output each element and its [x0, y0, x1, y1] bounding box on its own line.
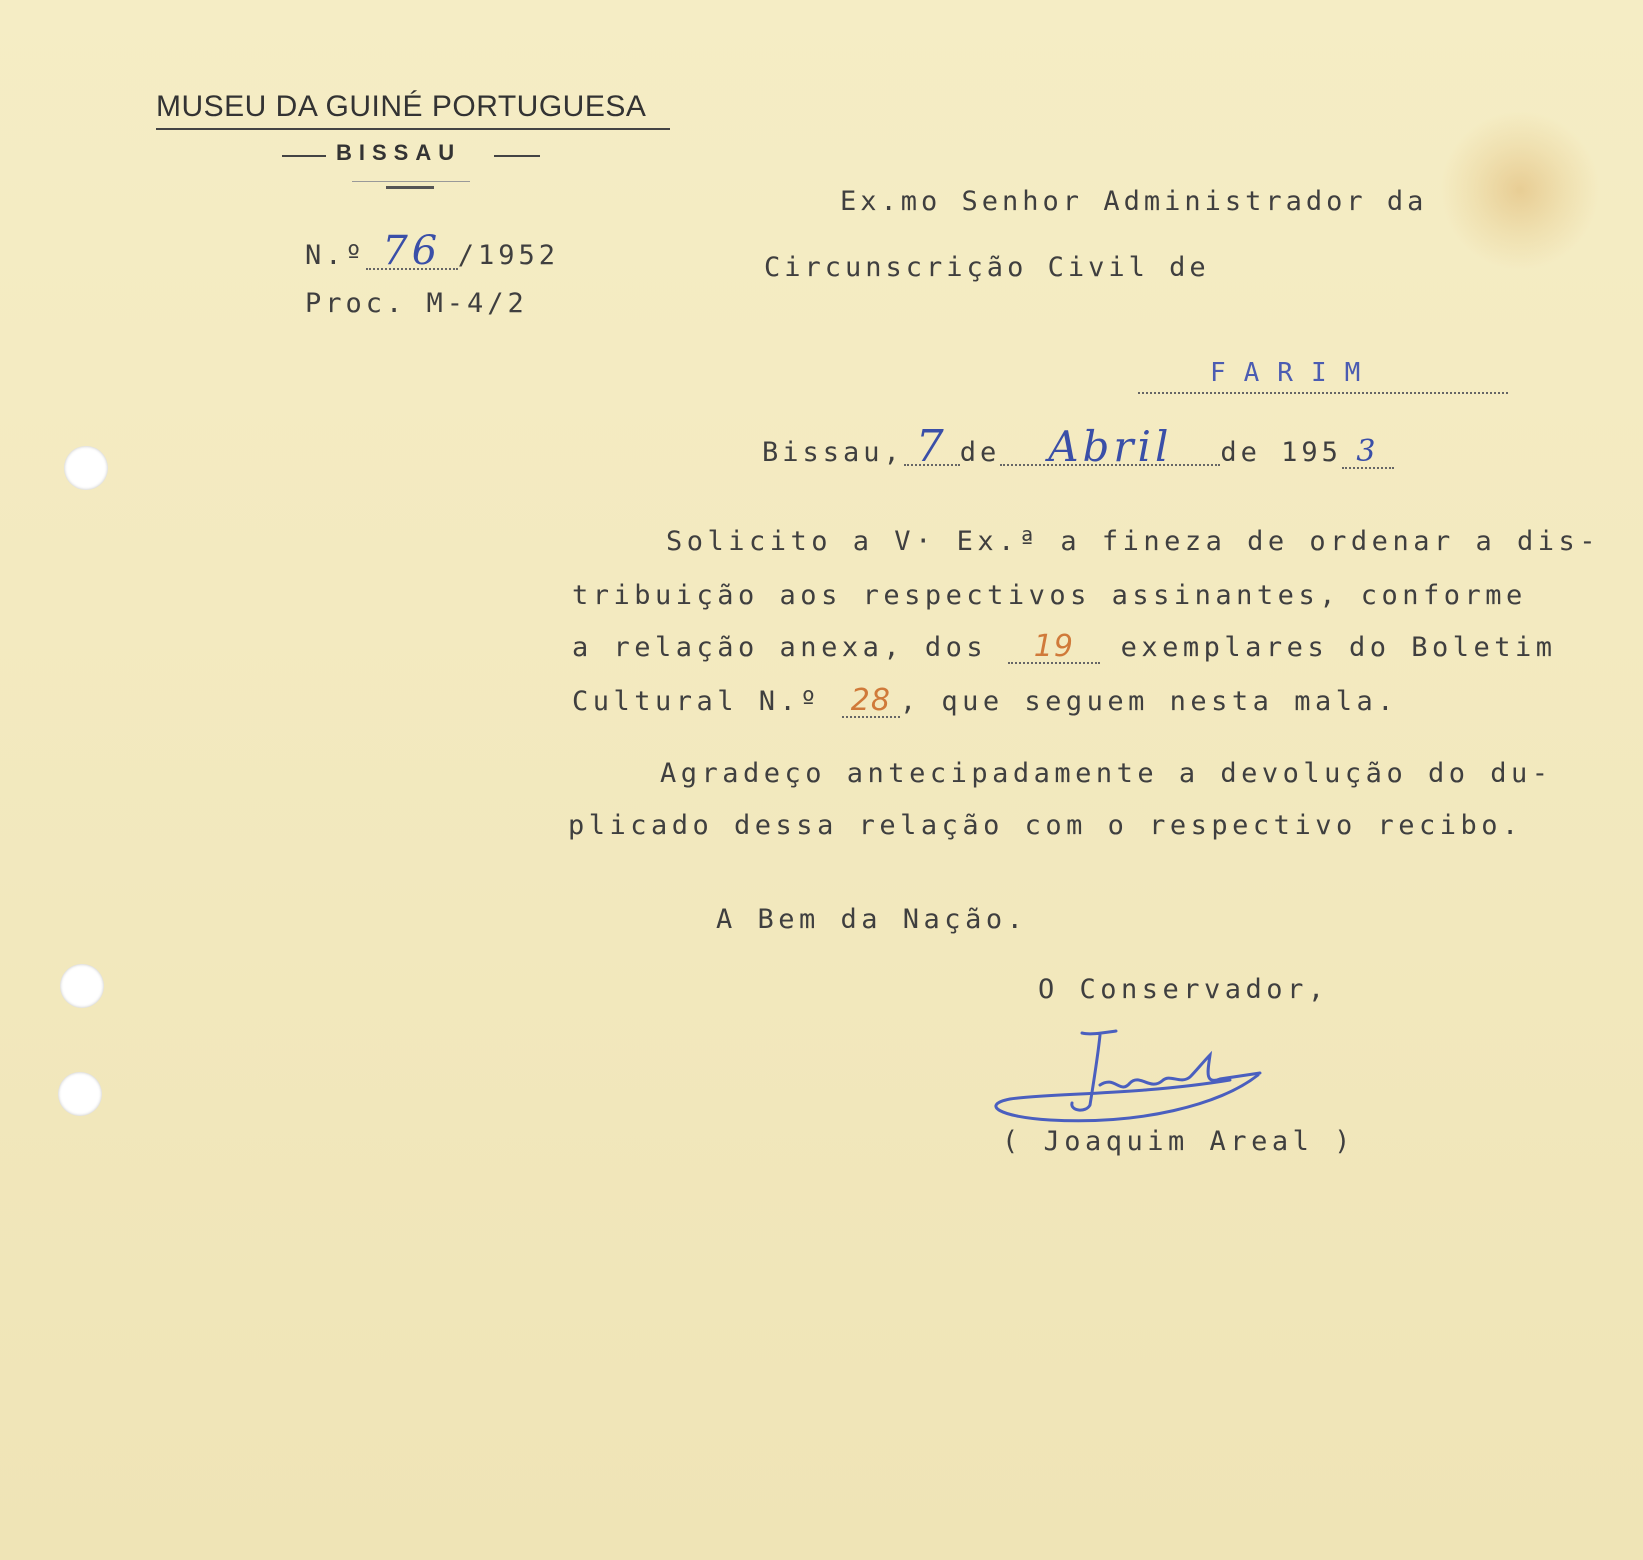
institution-city: BISSAU — [336, 140, 462, 165]
body-line-text: , que seguem nesta mala. — [899, 686, 1398, 717]
process-reference: Proc. M-4/2 — [305, 288, 528, 319]
body-line: plicado dessa relação com o respectivo recibo. — [568, 810, 1523, 841]
place-dotted-line — [1138, 392, 1508, 394]
letterhead-rule — [386, 186, 434, 189]
addressee-place: FARIM — [1210, 358, 1379, 388]
body-line-text: exemplares do Boletim — [1120, 632, 1557, 663]
letterhead-rule — [352, 181, 470, 182]
addressee-line-1: Ex.mo Senhor Administrador da — [840, 186, 1428, 217]
dateline-de: de — [959, 437, 1001, 468]
institution-name: MUSEU DA GUINÉ PORTUGUESA — [156, 90, 647, 123]
body-line-text: Cultural N.º — [572, 686, 822, 717]
signatory-name: ( Joaquim Areal ) — [1002, 1126, 1355, 1157]
letterhead-dash — [282, 155, 326, 157]
dateline-month: Abril — [1000, 430, 1220, 466]
dateline-day: 7 — [904, 430, 960, 466]
handwritten-signature — [990, 1025, 1290, 1135]
reference-number-prefix: N.º — [305, 240, 366, 271]
reference-number — [305, 228, 560, 274]
copies-count: 19 — [1008, 632, 1100, 664]
reference-number-year: /1952 — [457, 240, 560, 271]
paper-stain — [1440, 110, 1600, 270]
closing-salutation: A Bem da Nação. — [716, 904, 1028, 935]
body-line: Solicito a V· Ex.ª a fineza de ordenar a dis- — [666, 526, 1600, 557]
punch-hole — [60, 964, 104, 1008]
body-line-text: a relação anexa, dos — [572, 632, 988, 663]
addressee-line-2: Circunscrição Civil de — [764, 252, 1210, 283]
dateline-year-prefix: de 195 — [1220, 437, 1342, 468]
punch-hole — [58, 1072, 102, 1116]
letterhead-dash — [494, 155, 540, 157]
letterhead-rule — [156, 128, 670, 130]
body-line — [572, 683, 1398, 718]
dateline-city: Bissau, — [762, 437, 904, 468]
bulletin-issue: 28 — [842, 686, 900, 718]
signatory-role: O Conservador, — [1038, 974, 1329, 1005]
reference-number-handwritten: 76 — [366, 234, 458, 270]
punch-hole — [64, 446, 108, 490]
body-line: Agradeço antecipadamente a devolução do du- — [660, 758, 1553, 789]
dateline — [762, 421, 1394, 472]
body-line: tribuição aos respectivos assinantes, conforme — [572, 580, 1527, 611]
dateline-year-digit: 3 — [1342, 437, 1394, 469]
body-line — [572, 629, 1557, 664]
